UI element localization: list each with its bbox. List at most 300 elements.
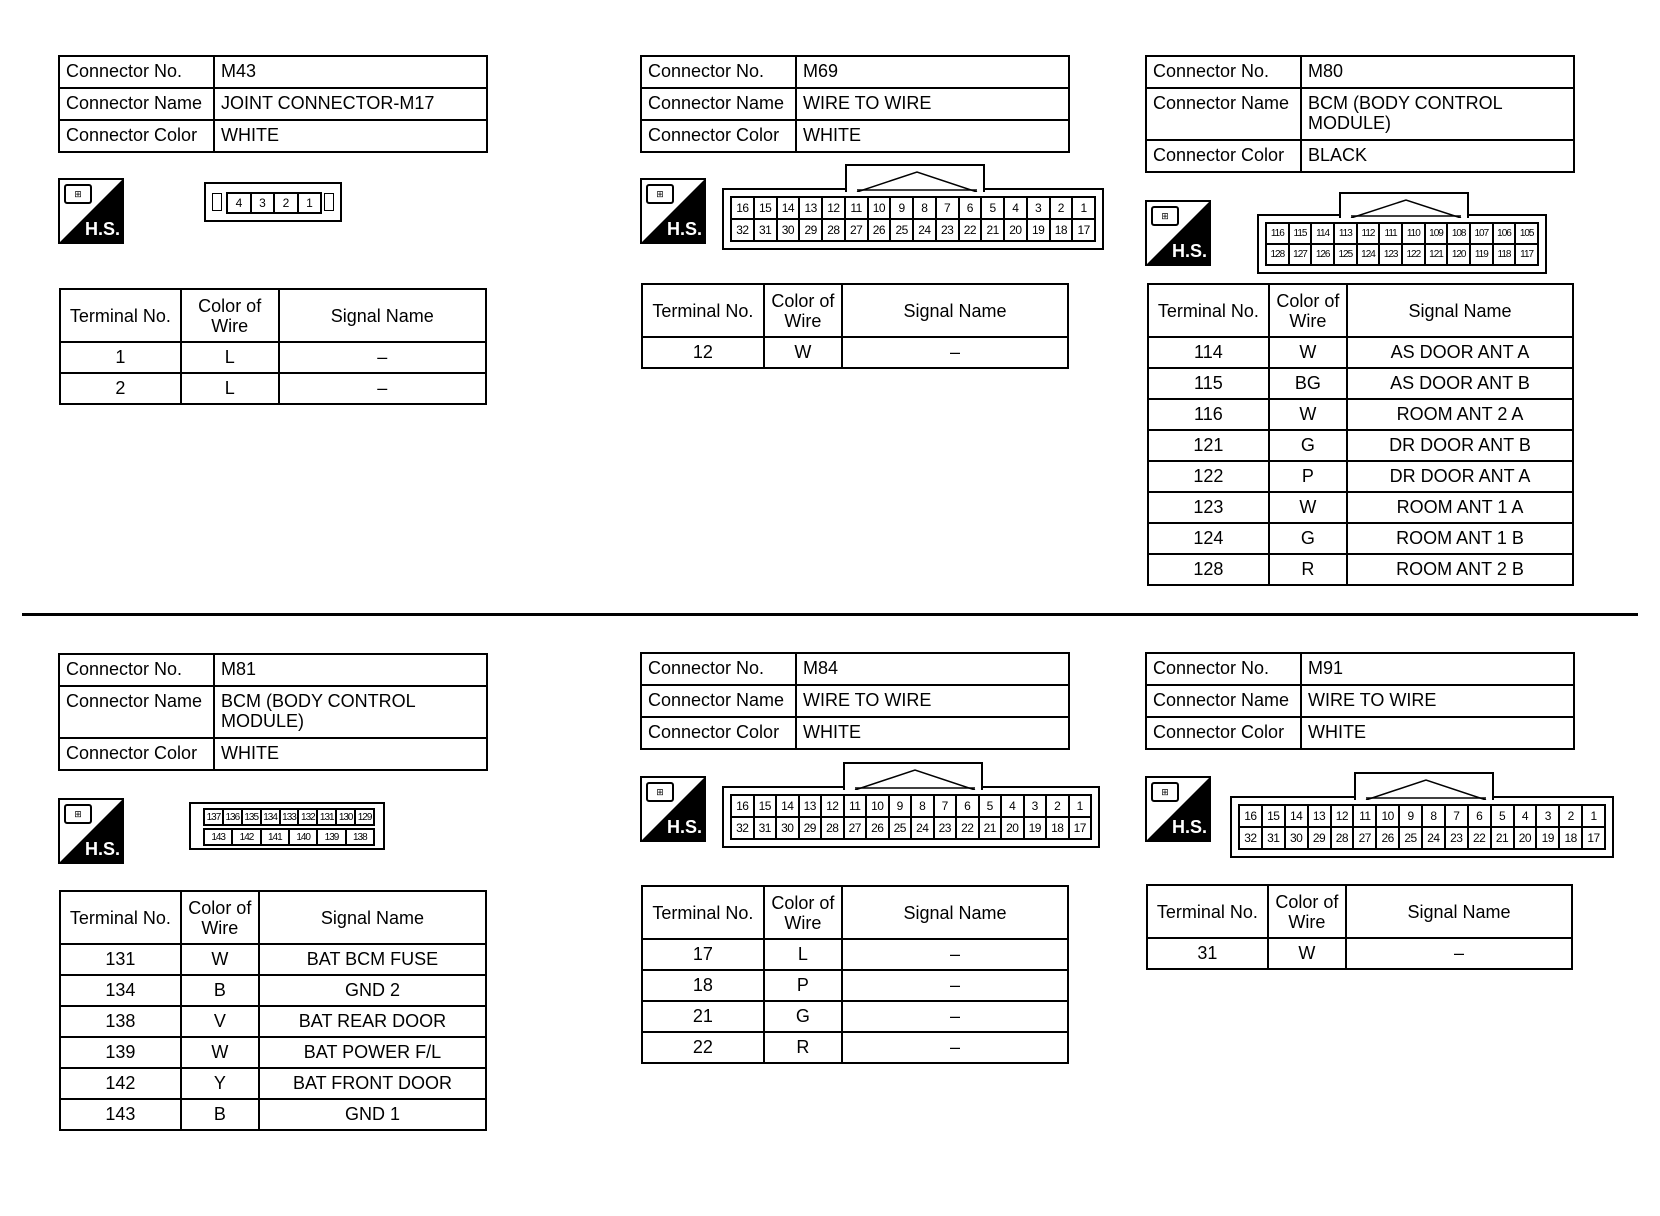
color-of-wire-header: Color of Wire <box>764 886 842 939</box>
connector-pin: 132 <box>298 809 317 825</box>
terminal-no-cell: 115 <box>1148 368 1269 399</box>
connector-pin: 22 <box>1468 827 1491 849</box>
signal-name-cell: AS DOOR ANT A <box>1347 337 1573 368</box>
table-row <box>1148 430 1573 461</box>
connector-pin: 3 <box>1024 795 1047 817</box>
terminal-no-cell: 12 <box>642 337 764 368</box>
connector-pin: 23 <box>1445 827 1468 849</box>
connector-pin: 11 <box>1353 805 1376 827</box>
terminal-table-header <box>1148 284 1573 337</box>
connector-pin: 11 <box>845 197 868 219</box>
table-row <box>60 1006 486 1037</box>
connector-pin: 9 <box>890 197 913 219</box>
terminal-table-header <box>642 886 1068 939</box>
connector-pin: 3 <box>1027 197 1050 219</box>
m91-info-block <box>1145 652 1575 750</box>
connector-pin: 137 <box>204 809 223 825</box>
connector-pin: 118 <box>1493 244 1516 265</box>
hs-label: H.S. <box>84 839 120 859</box>
connector-pin: 7 <box>1445 805 1468 827</box>
m91-info-row <box>1146 685 1574 717</box>
connector-pin: 26 <box>866 817 889 839</box>
connector-pin: 12 <box>1331 805 1354 827</box>
m69-connector-no-value: M69 <box>796 56 1069 88</box>
connector-pin: 121 <box>1425 244 1448 265</box>
connector-pin: 21 <box>981 219 1004 241</box>
wire-color-cell: B <box>181 1099 259 1130</box>
table-row <box>1148 399 1573 430</box>
m43-info-row <box>59 120 487 152</box>
connector-pin: 15 <box>754 197 777 219</box>
m81-connector-name-value: BCM (BODY CONTROL MODULE) <box>214 686 487 738</box>
m69-connector-name-label: Connector Name <box>641 88 796 120</box>
connector-pin: 1 <box>298 193 322 213</box>
connector-pin: 13 <box>1308 805 1331 827</box>
connector-pin: 22 <box>959 219 982 241</box>
m91-connector-no-value: M91 <box>1301 653 1574 685</box>
m91-connector-no-label: Connector No. <box>1146 653 1301 685</box>
terminal-table-header <box>642 284 1068 337</box>
connector-pin: 13 <box>799 795 822 817</box>
m43-info-row <box>59 88 487 120</box>
table-row <box>60 1099 486 1130</box>
connector-pin: 141 <box>261 829 289 845</box>
signal-name-cell: GND 2 <box>259 975 486 1006</box>
m81-info-row <box>59 686 487 738</box>
color-of-wire-header: Color of Wire <box>181 891 259 944</box>
connector-pin: 31 <box>754 219 777 241</box>
table-row <box>60 1068 486 1099</box>
connector-pin: 107 <box>1470 223 1493 244</box>
m91-info-row <box>1146 653 1574 685</box>
table-row <box>642 1032 1068 1063</box>
terminal-no-header: Terminal No. <box>642 886 764 939</box>
connector-pin: 32 <box>731 219 754 241</box>
connector-pin: 8 <box>913 197 936 219</box>
section-divider <box>22 613 1638 616</box>
connector-pin: 120 <box>1447 244 1470 265</box>
m80-connector-color-label: Connector Color <box>1146 140 1301 172</box>
connector-pin: 21 <box>979 817 1002 839</box>
m69-info-row <box>641 56 1069 88</box>
connector-pin: 133 <box>280 809 299 825</box>
connector-pin: 111 <box>1379 223 1402 244</box>
connector-pin: 1 <box>1069 795 1092 817</box>
plug-icon: ⊞ <box>646 782 674 802</box>
m80-info-block <box>1145 55 1575 173</box>
signal-name-cell: DR DOOR ANT A <box>1347 461 1573 492</box>
m80-info-row <box>1146 88 1574 140</box>
connector-lock <box>324 193 334 211</box>
connector-pin: 29 <box>799 219 822 241</box>
connector-pin: 12 <box>822 197 845 219</box>
terminal-table-header <box>60 891 486 944</box>
connector-pin: 125 <box>1334 244 1357 265</box>
m91-info-row <box>1146 717 1574 749</box>
connector-pin: 24 <box>1422 827 1445 849</box>
terminal-no-cell: 139 <box>60 1037 181 1068</box>
connector-pin: 29 <box>799 817 822 839</box>
connector-pin: 21 <box>1491 827 1514 849</box>
connector-pin: 27 <box>845 219 868 241</box>
connector-pin: 129 <box>355 809 374 825</box>
connector-pin: 8 <box>911 795 934 817</box>
signal-name-cell: DR DOOR ANT B <box>1347 430 1573 461</box>
connector-pin: 117 <box>1515 244 1538 265</box>
connector-pin: 124 <box>1357 244 1380 265</box>
wire-color-cell: L <box>181 373 279 404</box>
terminal-no-cell: 142 <box>60 1068 181 1099</box>
signal-name-cell: – <box>842 939 1068 970</box>
signal-name-cell: GND 1 <box>259 1099 486 1130</box>
connector-key-tab <box>843 762 983 790</box>
signal-name-cell: AS DOOR ANT B <box>1347 368 1573 399</box>
terminal-no-header: Terminal No. <box>1148 284 1269 337</box>
wire-color-cell: L <box>764 939 842 970</box>
connector-pin: 16 <box>1239 805 1262 827</box>
connector-pin: 4 <box>1001 795 1024 817</box>
harness-side-icon <box>1145 200 1211 266</box>
connector-pin: 18 <box>1050 219 1073 241</box>
signal-name-cell: – <box>842 337 1068 368</box>
connector-pin: 2 <box>274 193 298 213</box>
m43-terminal-table <box>59 288 487 405</box>
signal-name-cell: BAT BCM FUSE <box>259 944 486 975</box>
connector-pin: 5 <box>1491 805 1514 827</box>
wire-color-cell: W <box>1269 337 1347 368</box>
m80-terminal-table <box>1147 283 1574 586</box>
connector-pin: 19 <box>1027 219 1050 241</box>
connector-pin: 18 <box>1046 817 1069 839</box>
connector-pin: 14 <box>777 197 800 219</box>
hs-label: H.S. <box>84 219 120 239</box>
m81-connector-face <box>189 802 385 850</box>
connector-pin: 13 <box>799 197 822 219</box>
m81-pin-grid-top <box>203 808 375 826</box>
connector-pin: 3 <box>251 193 275 213</box>
harness-side-icon <box>1145 776 1211 842</box>
connector-pin: 27 <box>844 817 867 839</box>
terminal-table-header <box>1147 885 1572 938</box>
connector-pin: 16 <box>731 795 754 817</box>
signal-name-cell: – <box>842 1001 1068 1032</box>
m69-pin-grid <box>730 196 1096 242</box>
connector-pin: 135 <box>242 809 261 825</box>
wire-color-cell: R <box>764 1032 842 1063</box>
m91-connector-name-value: WIRE TO WIRE <box>1301 685 1574 717</box>
connector-pin: 20 <box>1001 817 1024 839</box>
connector-pin: 28 <box>1331 827 1354 849</box>
m69-terminal-table <box>641 283 1069 369</box>
connector-pin: 8 <box>1422 805 1445 827</box>
m80-connector-color-value: BLACK <box>1301 140 1574 172</box>
connector-pin: 106 <box>1493 223 1516 244</box>
m91-connector-color-label: Connector Color <box>1146 717 1301 749</box>
connector-pin: 115 <box>1289 223 1312 244</box>
signal-name-cell: BAT POWER F/L <box>259 1037 486 1068</box>
signal-name-cell: – <box>279 342 486 373</box>
terminal-no-cell: 1 <box>60 342 181 373</box>
terminal-no-cell: 124 <box>1148 523 1269 554</box>
wire-color-cell: W <box>1268 938 1346 969</box>
connector-pin: 128 <box>1266 244 1289 265</box>
signal-name-cell: ROOM ANT 1 A <box>1347 492 1573 523</box>
table-row <box>1148 523 1573 554</box>
connector-pin: 31 <box>1262 827 1285 849</box>
connector-pin: 24 <box>911 817 934 839</box>
connector-pin: 6 <box>1468 805 1491 827</box>
m81-info-row <box>59 738 487 770</box>
m84-info-table <box>640 652 1070 750</box>
wire-color-cell: BG <box>1269 368 1347 399</box>
m80-info-row <box>1146 140 1574 172</box>
m91-info-table <box>1145 652 1575 750</box>
connector-pin: 114 <box>1311 223 1334 244</box>
connector-pin: 138 <box>346 829 374 845</box>
m84-terminal-table <box>641 885 1069 1064</box>
m84-connector-no-label: Connector No. <box>641 653 796 685</box>
color-of-wire-header: Color of Wire <box>764 284 842 337</box>
signal-name-cell: ROOM ANT 1 B <box>1347 523 1573 554</box>
connector-pin: 28 <box>821 817 844 839</box>
terminal-no-cell: 21 <box>642 1001 764 1032</box>
terminal-no-cell: 31 <box>1147 938 1268 969</box>
m69-info-table <box>640 55 1070 153</box>
connector-pin: 105 <box>1515 223 1538 244</box>
m84-pin-grid <box>730 794 1092 840</box>
connector-pin: 113 <box>1334 223 1357 244</box>
table-row <box>642 1001 1068 1032</box>
m84-info-row <box>641 685 1069 717</box>
signal-name-header: Signal Name <box>1347 284 1573 337</box>
connector-pin: 2 <box>1050 197 1073 219</box>
connector-pin: 7 <box>934 795 957 817</box>
table-row <box>642 970 1068 1001</box>
table-row <box>60 975 486 1006</box>
connector-pin: 14 <box>1285 805 1308 827</box>
signal-name-header: Signal Name <box>279 289 486 342</box>
connector-pin: 109 <box>1425 223 1448 244</box>
m84-connector-no-value: M84 <box>796 653 1069 685</box>
terminal-no-cell: 22 <box>642 1032 764 1063</box>
m80-pin-grid <box>1265 222 1539 266</box>
signal-name-cell: ROOM ANT 2 B <box>1347 554 1573 585</box>
m81-info-block <box>58 653 488 771</box>
connector-pin: 15 <box>754 795 777 817</box>
m69-connector-color-label: Connector Color <box>641 120 796 152</box>
m91-connector-face <box>1230 796 1614 858</box>
connector-pin: 110 <box>1402 223 1425 244</box>
terminal-no-cell: 143 <box>60 1099 181 1130</box>
m81-connector-no-label: Connector No. <box>59 654 214 686</box>
connector-pin: 7 <box>936 197 959 219</box>
signal-name-cell: – <box>279 373 486 404</box>
harness-side-icon <box>58 178 124 244</box>
wire-color-cell: R <box>1269 554 1347 585</box>
terminal-no-cell: 2 <box>60 373 181 404</box>
m84-info-row <box>641 653 1069 685</box>
connector-pin: 22 <box>956 817 979 839</box>
m80-connector-no-label: Connector No. <box>1146 56 1301 88</box>
connector-pin: 27 <box>1353 827 1376 849</box>
connector-pin: 108 <box>1447 223 1470 244</box>
table-row <box>642 939 1068 970</box>
signal-name-cell: ROOM ANT 2 A <box>1347 399 1573 430</box>
m80-connector-no-value: M80 <box>1301 56 1574 88</box>
connector-pin: 30 <box>777 219 800 241</box>
table-row <box>60 944 486 975</box>
hs-label: H.S. <box>666 219 702 239</box>
connector-pin: 31 <box>754 817 777 839</box>
connector-pin: 126 <box>1311 244 1334 265</box>
m69-connector-no-label: Connector No. <box>641 56 796 88</box>
wire-color-cell: W <box>181 1037 259 1068</box>
m80-connector-name-label: Connector Name <box>1146 88 1301 140</box>
terminal-no-header: Terminal No. <box>60 289 181 342</box>
hs-label: H.S. <box>666 817 702 837</box>
connector-pin: 29 <box>1308 827 1331 849</box>
connector-pin: 2 <box>1046 795 1069 817</box>
terminal-no-cell: 17 <box>642 939 764 970</box>
connector-pin: 136 <box>223 809 242 825</box>
connector-pin: 25 <box>889 817 912 839</box>
connector-pin: 9 <box>889 795 912 817</box>
m91-terminal-table <box>1146 884 1573 970</box>
terminal-no-cell: 114 <box>1148 337 1269 368</box>
wire-color-cell: G <box>764 1001 842 1032</box>
connector-pin: 24 <box>913 219 936 241</box>
m43-info-row <box>59 56 487 88</box>
m81-pin-grid-bottom <box>203 828 375 846</box>
m81-connector-color-value: WHITE <box>214 738 487 770</box>
table-row <box>1148 337 1573 368</box>
connector-pin: 5 <box>979 795 1002 817</box>
m84-connector-name-value: WIRE TO WIRE <box>796 685 1069 717</box>
m43-connector-color-label: Connector Color <box>59 120 214 152</box>
hs-label: H.S. <box>1171 241 1207 261</box>
m91-pin-grid <box>1238 804 1606 850</box>
connector-pin: 17 <box>1069 817 1092 839</box>
terminal-no-cell: 138 <box>60 1006 181 1037</box>
wire-color-cell: W <box>1269 492 1347 523</box>
connector-key-tab <box>1339 192 1469 218</box>
wire-color-cell: W <box>1269 399 1347 430</box>
connector-pin: 16 <box>731 197 754 219</box>
m69-connector-color-value: WHITE <box>796 120 1069 152</box>
connector-pin: 5 <box>981 197 1004 219</box>
connector-pin: 10 <box>866 795 889 817</box>
connector-pin: 20 <box>1004 219 1027 241</box>
connector-pin: 14 <box>776 795 799 817</box>
signal-name-header: Signal Name <box>842 284 1068 337</box>
connector-pin: 15 <box>1262 805 1285 827</box>
table-row <box>1148 368 1573 399</box>
wire-color-cell: G <box>1269 430 1347 461</box>
terminal-no-cell: 128 <box>1148 554 1269 585</box>
plug-icon: ⊞ <box>1151 206 1179 226</box>
connector-pin: 127 <box>1289 244 1312 265</box>
terminal-no-cell: 122 <box>1148 461 1269 492</box>
color-of-wire-header: Color of Wire <box>181 289 279 342</box>
table-row <box>1148 492 1573 523</box>
m84-info-row <box>641 717 1069 749</box>
terminal-no-cell: 121 <box>1148 430 1269 461</box>
connector-pin: 25 <box>890 219 913 241</box>
connector-pin: 12 <box>821 795 844 817</box>
signal-name-header: Signal Name <box>1346 885 1572 938</box>
m84-connector-name-label: Connector Name <box>641 685 796 717</box>
connector-pin: 122 <box>1402 244 1425 265</box>
wire-color-cell: W <box>764 337 842 368</box>
connector-pin: 30 <box>776 817 799 839</box>
m69-info-block <box>640 55 1070 153</box>
signal-name-header: Signal Name <box>842 886 1068 939</box>
connector-pin: 142 <box>232 829 260 845</box>
table-row <box>60 373 486 404</box>
m80-connector-name-value: BCM (BODY CONTROL MODULE) <box>1301 88 1574 140</box>
connector-pin: 26 <box>1376 827 1399 849</box>
connector-key-tab <box>845 164 985 192</box>
wire-color-cell: G <box>1269 523 1347 554</box>
m43-connector-name-label: Connector Name <box>59 88 214 120</box>
connector-pin: 4 <box>227 193 251 213</box>
connector-pin: 19 <box>1536 827 1559 849</box>
connector-pin: 25 <box>1399 827 1422 849</box>
plug-icon: ⊞ <box>646 184 674 204</box>
m43-info-block <box>58 55 488 153</box>
terminal-no-cell: 134 <box>60 975 181 1006</box>
connector-pin: 139 <box>317 829 345 845</box>
connector-pin: 2 <box>1559 805 1582 827</box>
wire-color-cell: Y <box>181 1068 259 1099</box>
table-row <box>1148 554 1573 585</box>
color-of-wire-header: Color of Wire <box>1269 284 1347 337</box>
connector-pin: 20 <box>1514 827 1537 849</box>
m84-connector-face <box>722 786 1100 848</box>
connector-pin: 10 <box>868 197 891 219</box>
harness-side-icon <box>640 178 706 244</box>
m43-connector-no-label: Connector No. <box>59 56 214 88</box>
terminal-no-cell: 18 <box>642 970 764 1001</box>
signal-name-cell: – <box>842 970 1068 1001</box>
connector-pin: 32 <box>731 817 754 839</box>
signal-name-cell: – <box>1346 938 1572 969</box>
table-row <box>1148 461 1573 492</box>
m91-connector-color-value: WHITE <box>1301 717 1574 749</box>
m81-info-table <box>58 653 488 771</box>
plug-icon: ⊞ <box>1151 782 1179 802</box>
terminal-table-header <box>60 289 486 342</box>
connector-pin: 130 <box>336 809 355 825</box>
connector-lock <box>212 193 222 211</box>
terminal-no-header: Terminal No. <box>642 284 764 337</box>
hs-label: H.S. <box>1171 817 1207 837</box>
connector-pin: 131 <box>317 809 336 825</box>
plug-icon: ⊞ <box>64 184 92 204</box>
m81-info-row <box>59 654 487 686</box>
connector-pin: 17 <box>1582 827 1605 849</box>
connector-pin: 140 <box>289 829 317 845</box>
wire-color-cell: L <box>181 342 279 373</box>
harness-side-icon <box>640 776 706 842</box>
connector-pin: 11 <box>844 795 867 817</box>
table-row <box>642 337 1068 368</box>
signal-name-cell: – <box>842 1032 1068 1063</box>
connector-pin: 112 <box>1357 223 1380 244</box>
m81-terminal-table <box>59 890 487 1131</box>
terminal-no-cell: 131 <box>60 944 181 975</box>
connector-pin: 32 <box>1239 827 1262 849</box>
